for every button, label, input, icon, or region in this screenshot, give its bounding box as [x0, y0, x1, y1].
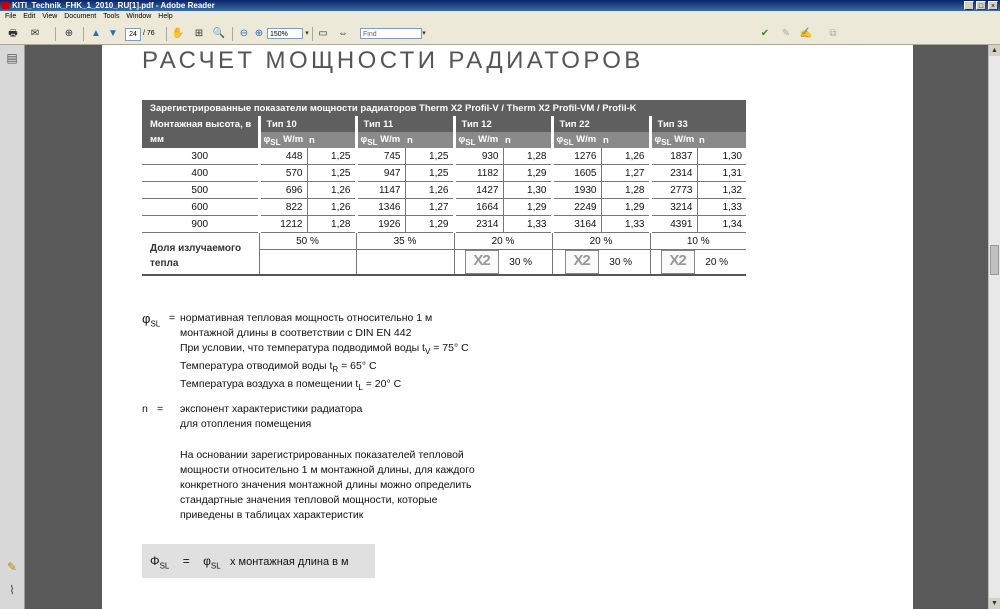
menu-window[interactable]: Window	[126, 13, 152, 20]
phi-symbol: $\varphi_{SL}$	[142, 311, 161, 329]
next-page-icon[interactable]: ▼	[108, 28, 118, 39]
sign-icon[interactable]: ✔	[760, 28, 770, 39]
column-header-n: n	[405, 132, 454, 148]
scroll-up-icon[interactable]: ▲	[989, 45, 1000, 56]
table-caption-row	[142, 100, 746, 116]
page-heading: РАСЧЕТ МОЩНОСТИ РАДИАТОРОВ	[142, 47, 644, 74]
formula-rhs: $\varphi_{SL}$	[203, 554, 221, 571]
fit-page-icon[interactable]: ▭	[318, 28, 328, 39]
wm-cell: 2314	[650, 165, 697, 182]
row-header-label: Монтажная высота, в мм	[142, 116, 259, 148]
document-view[interactable]	[25, 45, 988, 609]
x2-logo: X2	[565, 250, 599, 274]
markup-icon: ✍	[799, 28, 813, 39]
n-cell: 1,29	[601, 199, 650, 216]
wm-cell: 1147	[356, 182, 405, 199]
hand-tool-icon[interactable]: ✋	[171, 28, 185, 39]
n-cell: 1,28	[601, 182, 650, 199]
height-cell: 400	[142, 165, 259, 182]
formula-lhs: $\Phi_{SL}$	[150, 554, 170, 571]
wm-cell: 1605	[552, 165, 601, 182]
zoom-select[interactable]: 150%	[267, 28, 303, 39]
table-row	[142, 182, 746, 199]
wm-cell: 1182	[454, 165, 503, 182]
wm-cell: 3164	[552, 216, 601, 233]
share-cell: 20 %	[552, 233, 650, 250]
height-cell: 300	[142, 148, 259, 165]
attach-icon: ⧉	[829, 28, 837, 39]
adobe-reader-icon	[2, 2, 9, 9]
type-header: Тип 10	[259, 116, 356, 132]
n-cell: 1,27	[405, 199, 454, 216]
share-cell: 50 %	[259, 233, 356, 250]
toolbar-separator	[55, 27, 56, 41]
wm-cell: 1346	[356, 199, 405, 216]
n-cell: 1,29	[503, 165, 552, 182]
table-row	[142, 148, 746, 165]
menu-bar	[0, 11, 1000, 23]
n-cell: 1,26	[601, 148, 650, 165]
wm-cell: 3214	[650, 199, 697, 216]
scrollbar-thumb[interactable]	[990, 245, 999, 275]
chevron-down-icon[interactable]: ▾	[305, 30, 309, 37]
share-cell: 20 %	[454, 233, 552, 250]
n-cell: 1,29	[503, 199, 552, 216]
wm-cell: 1664	[454, 199, 503, 216]
wm-cell: 1212	[259, 216, 307, 233]
share-cell: 35 %	[356, 233, 454, 250]
type-header: Тип 11	[356, 116, 454, 132]
x2-logo: X2	[661, 250, 695, 274]
scroll-down-icon[interactable]: ▼	[989, 598, 1000, 609]
n-cell: 1,28	[503, 148, 552, 165]
wm-cell: 696	[259, 182, 307, 199]
wm-cell: 1837	[650, 148, 697, 165]
height-cell: 900	[142, 216, 259, 233]
wm-cell: 448	[259, 148, 307, 165]
x2-share-cell	[650, 250, 746, 276]
x2-share-value: 20 %	[705, 256, 729, 268]
n-cell: 1,33	[601, 216, 650, 233]
wm-cell: 745	[356, 148, 405, 165]
phi-definition-text: нормативная тепловая мощность относительно 1 м монтажной длины в соответствии с DIN EN 442 При условии, что температура подводимой воды $t_V = 75^\circ$ C Температура отводимой воды $t_R = 65^\circ$ C Температура воздуха в помещении $t_L = 20^\circ$ C	[180, 312, 469, 393]
x2-share-cell	[356, 250, 454, 276]
x2-share-value: 30 %	[609, 256, 633, 268]
table-row	[142, 216, 746, 233]
table-caption: Зарегистрированные показатели мощности радиаторов Therm X2 Profil-V / Therm X2 Profil-VM / Profil-K	[142, 100, 746, 116]
n-cell: 1,32	[697, 182, 746, 199]
n-cell: 1,25	[405, 165, 454, 182]
chevron-down-icon[interactable]: ▾	[422, 30, 426, 37]
pages-icon[interactable]: ▤	[6, 51, 18, 65]
maximize-button[interactable]: □	[976, 1, 986, 10]
zoom-out-icon[interactable]: ⊖	[239, 28, 249, 39]
minimize-button[interactable]: _	[964, 1, 974, 10]
height-cell: 500	[142, 182, 259, 199]
window-titlebar	[0, 0, 1000, 11]
page-total-label: / 76	[143, 30, 155, 37]
x2-share-cell	[454, 250, 552, 276]
type-header: Тип 33	[650, 116, 746, 132]
share-cell: 10 %	[650, 233, 746, 250]
organizer-icon[interactable]: ⊕	[64, 28, 74, 39]
window-title: KITI_Technik_FHK_1_2010_RU[1].pdf - Adobe Reader	[12, 1, 215, 10]
column-header-wm: $\varphi_{SL}$ W/m	[259, 132, 307, 148]
toolbar-separator	[312, 27, 313, 41]
comment-icon: ✎	[781, 28, 791, 39]
n-cell: 1,26	[307, 199, 356, 216]
type-header: Тип 22	[552, 116, 650, 132]
wm-cell: 4391	[650, 216, 697, 233]
menu-document[interactable]: Document	[64, 13, 97, 20]
navigation-pane	[0, 45, 25, 609]
toolbar-separator	[232, 27, 233, 41]
formula-equals: =	[182, 554, 190, 568]
menu-file[interactable]: File	[5, 13, 17, 20]
n-cell: 1,30	[503, 182, 552, 199]
x2-share-value: 30 %	[509, 256, 533, 268]
n-cell: 1,27	[601, 165, 650, 182]
find-input[interactable]: Find	[360, 28, 422, 39]
n-cell: 1,26	[307, 182, 356, 199]
wm-cell: 822	[259, 199, 307, 216]
n-cell: 1,28	[307, 216, 356, 233]
n-cell: 1,29	[405, 216, 454, 233]
fit-width-icon[interactable]: ⇔	[338, 28, 348, 39]
attachments-icon[interactable]: ⌇	[9, 583, 15, 597]
toolbar-separator	[83, 27, 84, 41]
wm-cell: 1427	[454, 182, 503, 199]
height-cell: 600	[142, 199, 259, 216]
column-header-wm: $\varphi_{SL}$ W/m	[552, 132, 601, 148]
menu-help[interactable]: Help	[158, 13, 173, 20]
pdf-page	[102, 45, 913, 609]
radiator-power-table	[142, 100, 746, 276]
wm-cell: 2773	[650, 182, 697, 199]
type-header: Тип 12	[454, 116, 552, 132]
column-header-n: n	[503, 132, 552, 148]
vertical-scrollbar[interactable]	[988, 45, 1000, 609]
zoom-in-icon[interactable]: ⊕	[254, 28, 264, 39]
toolbar-separator	[166, 27, 167, 41]
table-row	[142, 165, 746, 182]
wm-cell: 1926	[356, 216, 405, 233]
print-icon[interactable]: 🖶	[8, 28, 18, 39]
n-equals: =	[157, 403, 164, 415]
column-header-wm: $\varphi_{SL}$ W/m	[650, 132, 697, 148]
wm-cell: 930	[454, 148, 503, 165]
x2-logo: X2	[465, 250, 499, 274]
table-row	[142, 199, 746, 216]
column-header-n: n	[307, 132, 356, 148]
marquee-zoom-icon[interactable]: ⊞	[194, 28, 204, 39]
n-cell: 1,33	[503, 216, 552, 233]
wm-cell: 947	[356, 165, 405, 182]
menu-view[interactable]: View	[42, 13, 58, 20]
column-header-wm: $\varphi_{SL}$ W/m	[356, 132, 405, 148]
previous-page-icon[interactable]: ▲	[91, 28, 101, 39]
column-header-wm: $\varphi_{SL}$ W/m	[454, 132, 503, 148]
toolbar	[0, 23, 1000, 45]
wm-cell: 1930	[552, 182, 601, 199]
n-cell: 1,25	[307, 148, 356, 165]
x2-share-cell	[552, 250, 650, 276]
wm-cell: 2314	[454, 216, 503, 233]
zoom-icon[interactable]: 🔍	[212, 28, 226, 39]
page-number-input[interactable]: 24	[125, 28, 141, 41]
wm-cell: 2249	[552, 199, 601, 216]
phi-equals: =	[169, 312, 176, 324]
n-cell: 1,26	[405, 182, 454, 199]
formula-rest: x монтажная длина в м	[230, 556, 349, 568]
comments-icon[interactable]: ✎	[6, 560, 18, 574]
column-header-n: n	[697, 132, 746, 148]
email-icon[interactable]: ✉	[30, 28, 40, 39]
column-header-n: n	[601, 132, 650, 148]
n-symbol: n	[142, 403, 148, 415]
wm-cell: 1276	[552, 148, 601, 165]
n-cell: 1,31	[697, 165, 746, 182]
formula-box	[142, 544, 375, 578]
n-cell: 1,34	[697, 216, 746, 233]
x2-share-cell	[259, 250, 356, 276]
radiant-share-label: Доля излучаемого тепла	[142, 233, 259, 276]
n-cell: 1,33	[697, 199, 746, 216]
table-header-row	[142, 116, 746, 132]
n-definition-text: экспонент характеристики радиатора для отопления помещения	[180, 403, 363, 430]
n-cell: 1,25	[405, 148, 454, 165]
menu-tools[interactable]: Tools	[103, 13, 120, 20]
close-button[interactable]: ×	[988, 1, 998, 10]
n-cell: 1,25	[307, 165, 356, 182]
note-paragraph: На основании зарегистрированных показателей тепловой мощности относительно 1 м монтажной длины, для каждого конкретного значения монтажной длины можно определить стандартные значения тепловой мощности, которые приведены в таблицах характеристик	[180, 449, 475, 521]
n-cell: 1,30	[697, 148, 746, 165]
wm-cell: 570	[259, 165, 307, 182]
radiant-share-row	[142, 233, 746, 250]
menu-edit[interactable]: Edit	[23, 13, 36, 20]
